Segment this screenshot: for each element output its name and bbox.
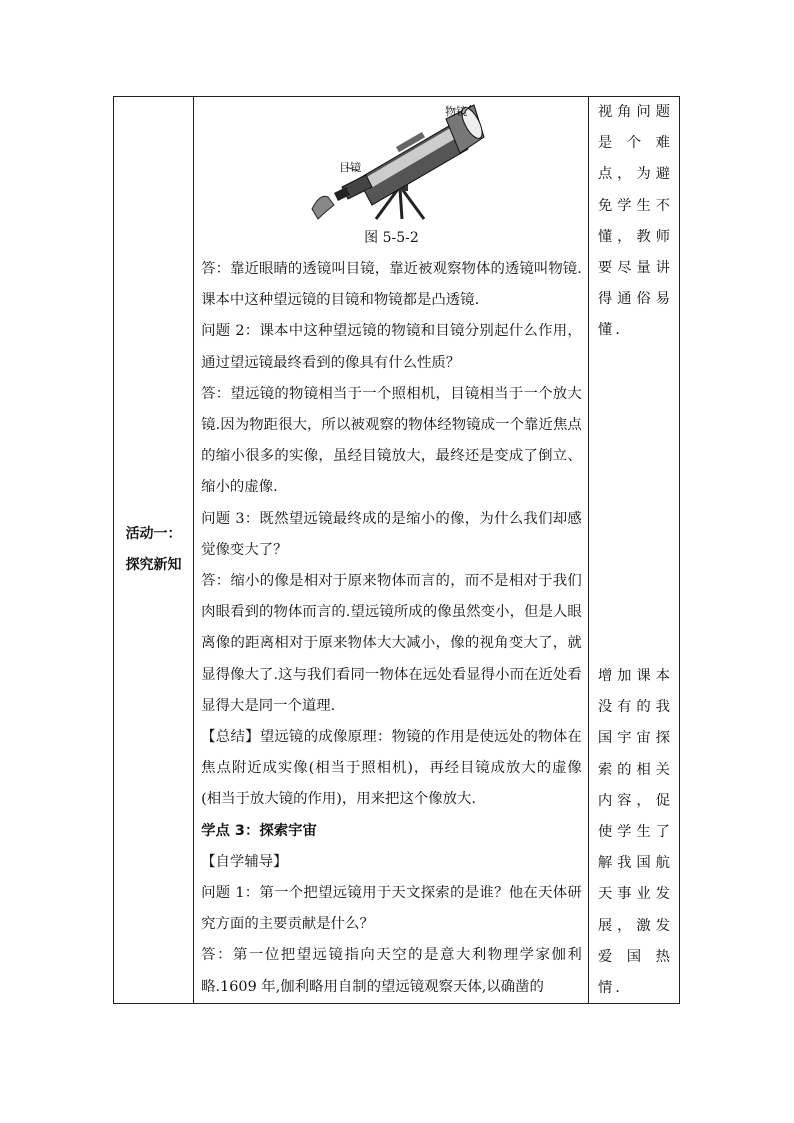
activity-label-line2: 探究新知	[125, 556, 182, 573]
telescope-figure	[201, 101, 582, 223]
content-cell	[194, 97, 589, 1004]
figure-label-eyepiece: 目镜	[339, 161, 362, 174]
activity-label-cell	[114, 97, 194, 1004]
notes-cell	[588, 97, 679, 1004]
lesson-plan-table	[113, 96, 680, 1004]
subsection-heading: 【自学辅导】	[201, 853, 288, 870]
summary-paragraph: 【总结】望远镜的成像原理：物镜的作用是使远处的物体在焦点附近成实像(相当于照相机)，再经目镜成放大的虚像 (相当于放大镜的作用)，用来把这个像放大.	[201, 729, 582, 808]
figure-label-objective: 物镜	[445, 105, 468, 118]
answer-paragraph: 答：望远镜的物镜相当于一个照相机，目镜相当于一个放大镜.因为物距很大，所以被观察的物体经物镜成一个靠近焦点的缩小很多的实像，虽经目镜放大，最终还是变成了倒立、缩小的虚像.	[201, 385, 582, 496]
answer-paragraph: 答：靠近眼睛的透镜叫目镜，靠近被观察物体的透镜叫物镜.课本中这种望远镜的目镜和物镜都是凸透镜.	[201, 261, 582, 309]
section-heading: 学点 3：探索宇宙	[201, 822, 317, 839]
question-paragraph: 问题 2：课本中这种望远镜的物镜和目镜分别起什么作用，通过望远镜最终看到的像具有什么性质？	[201, 323, 582, 371]
figure-caption: 图 5-5-2	[364, 230, 419, 246]
question-paragraph: 问题 3：既然望远镜最终成的是缩小的像，为什么我们却感觉像变大了？	[201, 510, 582, 558]
teaching-note: 增加课本没有的我国宇宙探索的相关内容，促使学生了解我国航天事业发展，激发爱国热情.	[597, 668, 673, 997]
activity-label-line1: 活动一：	[125, 525, 182, 542]
answer-paragraph: 答：第一位把望远镜指向天空的是意大利物理学家伽利略.1609 年,伽利略用自制的望远镜观察天体,以确凿的	[201, 947, 582, 995]
teaching-note: 视角问题是个难点，为避免学生不懂，教师要尽量讲得通俗易懂.	[597, 104, 673, 339]
question-paragraph: 问题 1：第一个把望远镜用于天文探索的是谁？他在天体研究方面的主要贡献是什么？	[201, 885, 582, 933]
telescope-illustration	[306, 101, 486, 223]
answer-paragraph: 答：缩小的像是相对于原来物体而言的，而不是相对于我们肉眼看到的物体而言的.望远镜所成的像虽然变小，但是人眼离像的距离相对于原来物体大大减小，像的视角变大了，就显得像大了.这与我们看同一物体在远处看显得小而在近处看显得大是同一个道理.	[201, 573, 582, 714]
